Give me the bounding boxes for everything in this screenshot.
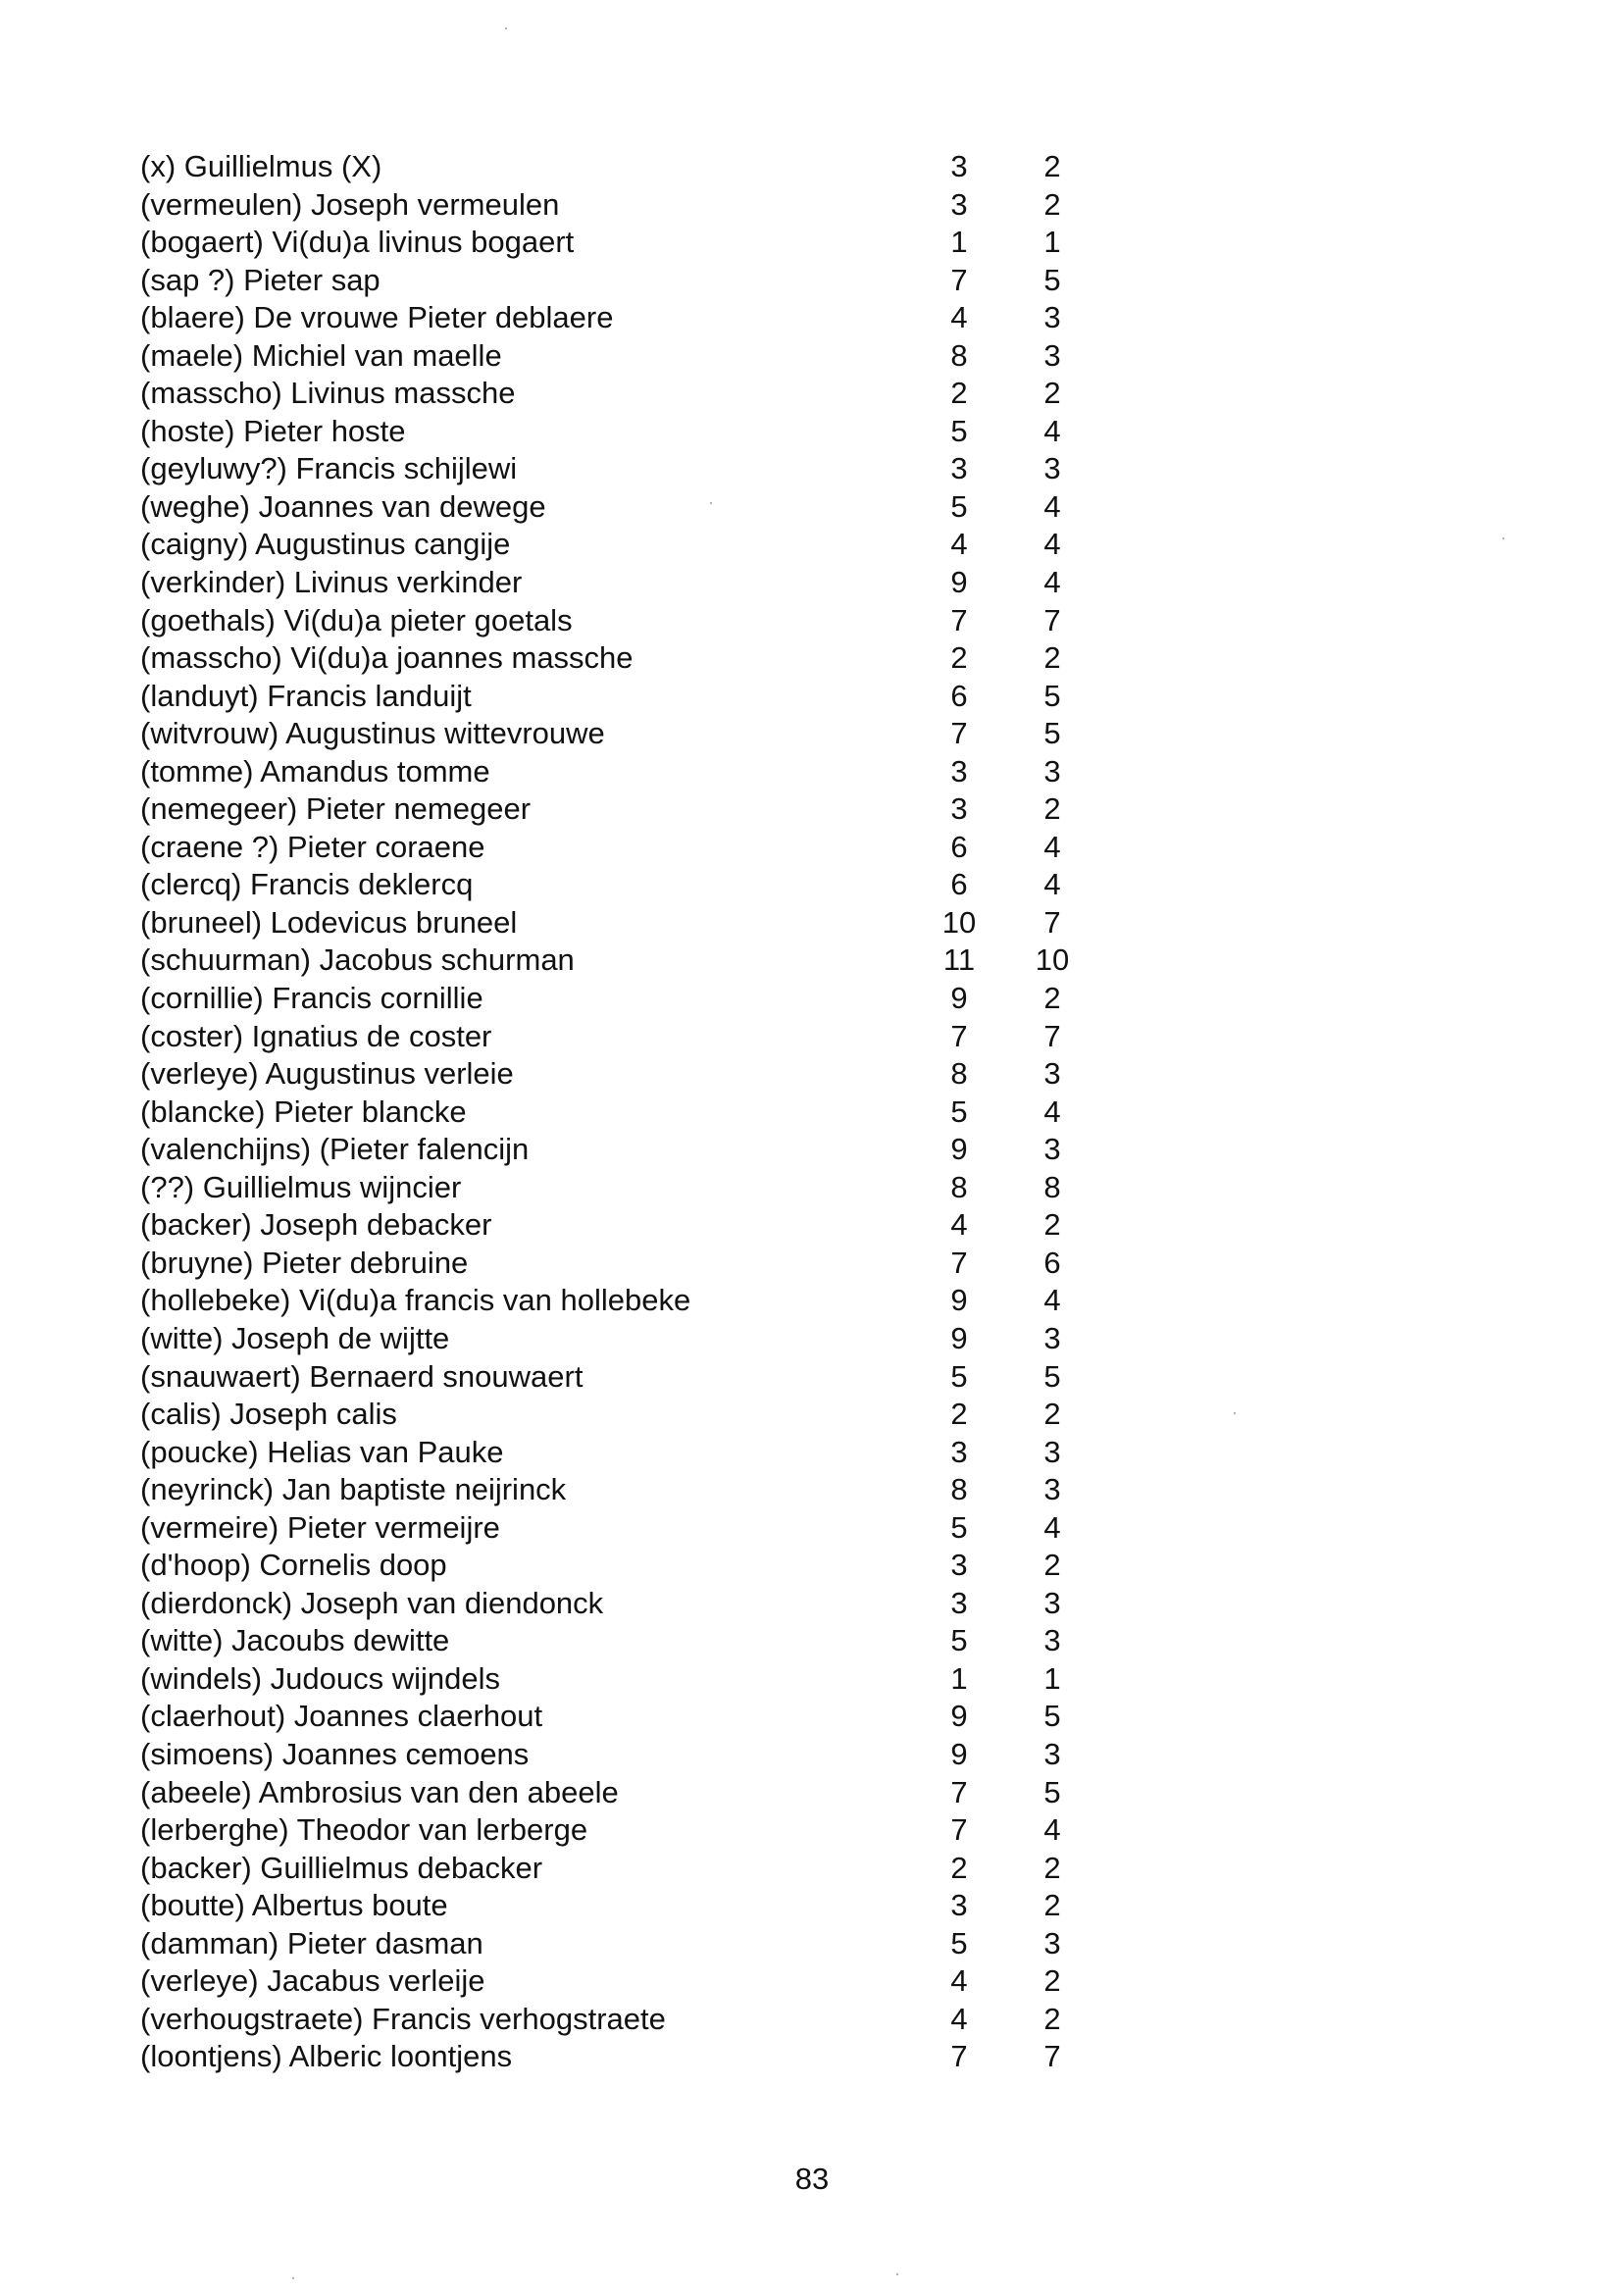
row-count-first: 8	[950, 1472, 968, 1507]
row-count-first: 5	[950, 488, 968, 524]
row-count-first: 9	[950, 1736, 968, 1771]
row-count-second: 1	[1043, 225, 1061, 260]
table-row	[140, 1850, 1082, 1888]
row-count-first: 9	[950, 565, 968, 600]
row-name: (calis) Joseph calis	[140, 1397, 397, 1432]
row-count-first: 6	[950, 829, 968, 864]
row-name: (witte) Joseph de wijtte	[140, 1320, 450, 1355]
row-count-second: 3	[1043, 753, 1061, 789]
row-count-second: 4	[1043, 1094, 1061, 1129]
row-count-second: 3	[1043, 1736, 1061, 1771]
table-row	[140, 1358, 1082, 1397]
row-count-second: 2	[1043, 981, 1061, 1016]
table-row	[140, 450, 1082, 488]
table-row	[140, 942, 1082, 980]
table-row	[140, 224, 1082, 262]
table-row	[140, 1736, 1082, 1774]
table-row	[140, 1585, 1082, 1623]
row-count-second: 4	[1043, 1812, 1061, 1848]
row-name: (neyrinck) Jan baptiste neijrinck	[140, 1472, 567, 1507]
table-row	[140, 1962, 1082, 2001]
row-count-first: 11	[942, 942, 976, 978]
row-name: (verleye) Augustinus verleie	[140, 1056, 514, 1092]
row-count-second: 3	[1043, 1434, 1061, 1469]
table-row	[140, 413, 1082, 451]
table-row	[140, 639, 1082, 678]
row-count-first: 2	[950, 376, 968, 411]
row-count-first: 5	[950, 413, 968, 448]
row-count-first: 5	[950, 1623, 968, 1658]
row-count-first: 7	[950, 262, 968, 297]
row-count-second: 4	[1043, 488, 1061, 524]
row-count-first: 9	[950, 1132, 968, 1167]
row-name: (bruneel) Lodevicus bruneel	[140, 904, 518, 940]
row-name: (landuyt) Francis landuijt	[140, 678, 472, 713]
row-name: (vermeulen) Joseph vermeulen	[140, 186, 560, 222]
row-name: (weghe) Joannes van dewege	[140, 488, 546, 524]
row-count-first: 3	[950, 1888, 968, 1923]
row-count-first: 8	[950, 337, 968, 373]
row-count-first: 2	[950, 640, 968, 676]
table-row	[140, 1547, 1082, 1585]
scan-speck	[710, 502, 712, 504]
row-count-second: 2	[1043, 640, 1061, 676]
row-name: (valenchijns) (Pieter falencijn	[140, 1132, 530, 1167]
row-name: (boutte) Albertus boute	[140, 1888, 448, 1923]
row-count-second: 2	[1043, 1207, 1061, 1243]
table-row	[140, 1094, 1082, 1132]
table-row	[140, 715, 1082, 753]
row-count-first: 3	[950, 791, 968, 827]
row-count-second: 3	[1043, 1320, 1061, 1355]
row-count-second: 5	[1043, 1358, 1061, 1394]
row-name: (??) Guillielmus wijncier	[140, 1169, 462, 1204]
row-count-second: 2	[1043, 791, 1061, 827]
row-count-second: 3	[1043, 451, 1061, 486]
scan-speck	[896, 2273, 898, 2275]
row-name: (loontjens) Alberic loontjens	[140, 2039, 513, 2074]
row-name: (caigny) Augustinus cangije	[140, 527, 511, 562]
table-row	[140, 1774, 1082, 1812]
row-name: (masscho) Vi(du)a joannes massche	[140, 640, 634, 676]
row-name: (schuurman) Jacobus schurman	[140, 942, 575, 978]
row-count-first: 7	[950, 602, 968, 637]
row-name: (hoste) Pieter hoste	[140, 413, 406, 448]
row-name: (dierdonck) Joseph van diendonck	[140, 1585, 604, 1620]
table-row	[140, 299, 1082, 337]
row-name: (masscho) Livinus massche	[140, 376, 516, 411]
row-name: (nemegeer) Pieter nemegeer	[140, 791, 532, 827]
row-count-second: 5	[1043, 1774, 1061, 1809]
row-name: (clercq) Francis deklercq	[140, 867, 474, 902]
row-count-second: 5	[1043, 716, 1061, 751]
row-name: (verleye) Jacabus verleije	[140, 1963, 485, 1999]
table-row	[140, 678, 1082, 716]
row-count-second: 2	[1043, 186, 1061, 222]
row-count-first: 5	[950, 1358, 968, 1394]
row-count-first: 3	[950, 186, 968, 222]
table-row	[140, 1396, 1082, 1434]
table-row	[140, 488, 1082, 527]
row-count-first: 5	[950, 1509, 968, 1545]
row-count-second: 5	[1043, 1699, 1061, 1734]
row-count-second: 2	[1043, 1548, 1061, 1583]
row-count-second: 6	[1043, 1245, 1061, 1280]
row-count-second: 4	[1043, 1509, 1061, 1545]
row-count-first: 5	[950, 1094, 968, 1129]
row-count-second: 4	[1043, 527, 1061, 562]
row-count-first: 9	[950, 981, 968, 1016]
page-number: 83	[794, 2162, 830, 2196]
row-count-first: 2	[950, 1397, 968, 1432]
scan-speck	[505, 27, 507, 29]
row-count-second: 3	[1043, 1623, 1061, 1658]
row-count-second: 8	[1043, 1169, 1061, 1204]
row-name: (poucke) Helias van Pauke	[140, 1434, 504, 1469]
table-row	[140, 790, 1082, 829]
row-name: (damman) Pieter dasman	[140, 1925, 483, 1960]
row-name: (vermeire) Pieter vermeijre	[140, 1509, 500, 1545]
row-count-second: 7	[1043, 1018, 1061, 1053]
table-row	[140, 148, 1082, 186]
row-count-first: 3	[950, 149, 968, 183]
row-name: (sap ?) Pieter sap	[140, 262, 381, 297]
row-count-second: 1	[1043, 1660, 1061, 1696]
row-count-first: 3	[950, 753, 968, 789]
table-row	[140, 1018, 1082, 1056]
row-count-first: 4	[950, 527, 968, 562]
row-count-second: 2	[1043, 1397, 1061, 1432]
row-count-second: 7	[1043, 602, 1061, 637]
table-row	[140, 1282, 1082, 1320]
row-name: (cornillie) Francis cornillie	[140, 981, 483, 1016]
row-count-second: 2	[1043, 1850, 1061, 1885]
row-count-first: 9	[950, 1283, 968, 1318]
row-count-second: 5	[1043, 262, 1061, 297]
table-row	[140, 375, 1082, 413]
table-row	[140, 904, 1082, 942]
row-count-second: 3	[1043, 300, 1061, 335]
row-name: (goethals) Vi(du)a pieter goetals	[140, 602, 573, 637]
row-count-first: 7	[950, 1774, 968, 1809]
row-name: (claerhout) Joannes claerhout	[140, 1699, 543, 1734]
row-name: (verkinder) Livinus verkinder	[140, 565, 523, 600]
row-count-first: 10	[941, 904, 977, 940]
table-row	[140, 1169, 1082, 1207]
row-count-second: 10	[1035, 942, 1070, 978]
table-row	[140, 1055, 1082, 1094]
row-count-first: 8	[950, 1056, 968, 1092]
row-count-first: 3	[950, 451, 968, 486]
row-name: (maele) Michiel van maelle	[140, 337, 502, 373]
table-row	[140, 1509, 1082, 1548]
row-count-second: 3	[1043, 1585, 1061, 1620]
row-count-first: 6	[950, 867, 968, 902]
row-name: (geyluwy?) Francis schijlewi	[140, 451, 518, 486]
row-name: (craene ?) Pieter coraene	[140, 829, 485, 864]
scan-speck	[292, 2277, 294, 2279]
row-count-first: 9	[950, 1699, 968, 1734]
scan-speck	[1234, 1412, 1236, 1414]
row-count-first: 3	[950, 1585, 968, 1620]
row-count-first: 5	[950, 1925, 968, 1960]
row-count-first: 4	[950, 1207, 968, 1243]
row-count-second: 2	[1043, 376, 1061, 411]
table-row	[140, 602, 1082, 640]
row-name: (simoens) Joannes cemoens	[140, 1736, 530, 1771]
table-row	[140, 1471, 1082, 1509]
row-name: (coster) Ignatius de coster	[140, 1018, 492, 1053]
table-row	[140, 1434, 1082, 1472]
row-name: (blaere) De vrouwe Pieter deblaere	[140, 300, 614, 335]
row-count-first: 7	[950, 716, 968, 751]
row-count-second: 2	[1043, 149, 1061, 183]
row-count-first: 1	[950, 225, 968, 260]
row-count-second: 3	[1043, 1925, 1061, 1960]
row-name: (bruyne) Pieter debruine	[140, 1245, 469, 1280]
row-count-second: 3	[1043, 1472, 1061, 1507]
row-count-second: 4	[1043, 413, 1061, 448]
row-count-first: 7	[950, 1812, 968, 1848]
table-row	[140, 1245, 1082, 1283]
row-name: (abeele) Ambrosius van den abeele	[140, 1774, 619, 1809]
row-name: (backer) Guillielmus debacker	[140, 1850, 543, 1885]
row-count-second: 5	[1043, 678, 1061, 713]
row-name: (backer) Joseph debacker	[140, 1207, 492, 1243]
row-count-first: 7	[950, 1018, 968, 1053]
row-count-second: 2	[1043, 1963, 1061, 1999]
row-count-first: 7	[950, 1245, 968, 1280]
row-count-second: 4	[1043, 1283, 1061, 1318]
row-name: (verhougstraete) Francis verhogstraete	[140, 2001, 666, 2036]
row-count-second: 4	[1043, 867, 1061, 902]
row-name: (x) Guillielmus (X)	[140, 149, 382, 183]
row-count-first: 3	[950, 1434, 968, 1469]
row-count-first: 3	[950, 1548, 968, 1583]
row-name: (witvrouw) Augustinus wittevrouwe	[140, 716, 605, 751]
table-row	[140, 1698, 1082, 1736]
row-name: (blancke) Pieter blancke	[140, 1094, 467, 1129]
row-name: (lerberghe) Theodor van lerberge	[140, 1812, 588, 1848]
table-row	[140, 753, 1082, 791]
row-count-second: 2	[1043, 2001, 1061, 2036]
row-name: (d'hoop) Cornelis doop	[140, 1548, 447, 1583]
table-row	[140, 1622, 1082, 1660]
table-row	[140, 2038, 1082, 2076]
row-count-second: 4	[1043, 565, 1061, 600]
table-row	[140, 1660, 1082, 1699]
table-row	[140, 1320, 1082, 1358]
row-count-second: 3	[1043, 337, 1061, 373]
row-count-first: 2	[950, 1850, 968, 1885]
row-name: (hollebeke) Vi(du)a francis van hollebeke	[140, 1283, 691, 1318]
row-count-second: 3	[1043, 1132, 1061, 1167]
table-row	[140, 526, 1082, 564]
table-row	[140, 866, 1082, 904]
table-row	[140, 2001, 1082, 2039]
table-row	[140, 1131, 1082, 1169]
table-row	[140, 1925, 1082, 1963]
row-count-second: 4	[1043, 829, 1061, 864]
table-row	[140, 980, 1082, 1018]
row-name: (bogaert) Vi(du)a livinus bogaert	[140, 225, 575, 260]
table-row	[140, 262, 1082, 300]
row-count-first: 1	[950, 1660, 968, 1696]
row-name: (snauwaert) Bernaerd snouwaert	[140, 1358, 584, 1394]
row-count-second: 7	[1043, 904, 1061, 940]
table-row	[140, 1811, 1082, 1850]
table-row	[140, 829, 1082, 867]
row-count-first: 6	[950, 678, 968, 713]
row-name: (witte) Jacoubs dewitte	[140, 1623, 450, 1658]
row-count-first: 8	[950, 1169, 968, 1204]
row-count-first: 9	[950, 1320, 968, 1355]
row-count-second: 2	[1043, 1888, 1061, 1923]
table-row	[140, 186, 1082, 225]
table-row	[140, 337, 1082, 376]
row-count-first: 7	[950, 2039, 968, 2074]
row-count-second: 7	[1043, 2039, 1061, 2074]
table-row	[140, 1887, 1082, 1925]
row-count-second: 3	[1043, 1056, 1061, 1092]
row-count-first: 4	[950, 1963, 968, 1999]
row-name: (windels) Judoucs wijndels	[140, 1660, 500, 1696]
record-table	[140, 148, 1082, 2076]
table-row	[140, 564, 1082, 602]
scan-speck	[1502, 537, 1504, 539]
row-count-first: 4	[950, 2001, 968, 2036]
table-row	[140, 1206, 1082, 1245]
row-name: (tomme) Amandus tomme	[140, 753, 490, 789]
row-count-first: 4	[950, 300, 968, 335]
